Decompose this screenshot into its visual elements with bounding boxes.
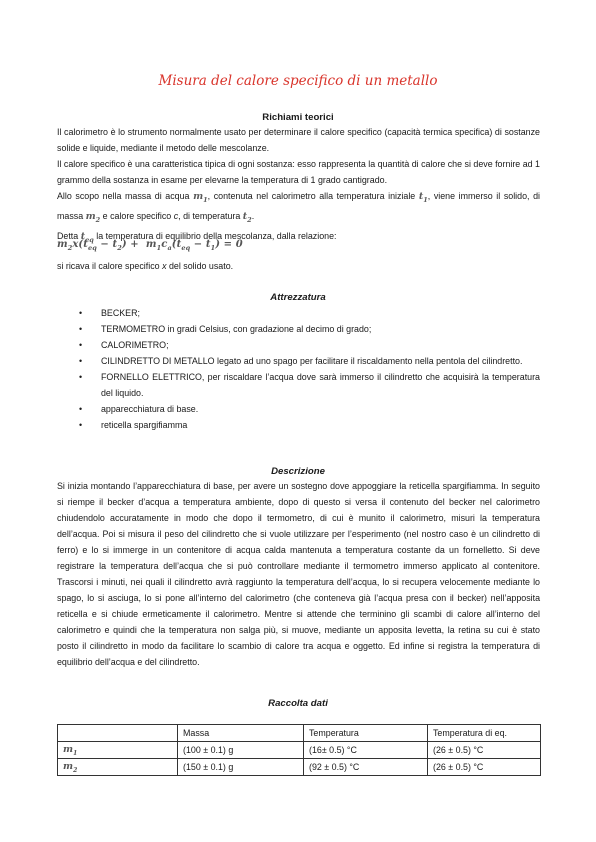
list-item: • CALORIMETRO; <box>57 337 540 353</box>
cell-temperatura-eq: (26 ± 0.5) °C <box>428 759 541 776</box>
bullet-icon: • <box>79 324 83 334</box>
cell-massa: (150 ± 0.1) g <box>178 759 304 776</box>
column-header-temperatura-eq: Temperatura di eq. <box>428 725 541 742</box>
symbol-m2: $m_2$ <box>63 760 78 774</box>
table-row <box>58 742 541 759</box>
theory-heading: Richiami teorici <box>262 112 334 123</box>
bullet-icon: • <box>79 340 83 350</box>
cell-massa: (100 ± 0.1) g <box>178 742 304 759</box>
list-item: • reticella spargifiamma <box>57 417 540 433</box>
cell-temperatura: (92 ± 0.5) °C <box>304 759 428 776</box>
symbol-m1: $m_1$ <box>193 191 208 204</box>
theory-paragraph-1: Il calorimetro è lo strumento normalmente usato per determinare il calore specifico (capacità termica specifica) di sostanze solide e liquide, mediante il metodo delle mescolanze. <box>57 127 540 153</box>
document-title: Misura del calore specifico di un metallo <box>158 73 438 89</box>
theory-section <box>57 124 540 248</box>
symbol-m1: $m_1$ <box>63 743 78 757</box>
bullet-icon: • <box>79 372 83 382</box>
theory-paragraph-5: si ricava il calore specifico x del solido usato. <box>57 261 234 271</box>
symbol-teq: $t_{eq}$ <box>80 230 94 244</box>
table-row <box>58 759 541 776</box>
data-table <box>57 724 541 776</box>
symbol-t2: $t_2$ <box>242 210 252 224</box>
column-header-temperatura: Temperatura <box>304 725 428 742</box>
list-item: • BECKER; <box>57 305 540 321</box>
table-header-row <box>58 725 541 742</box>
bullet-icon: • <box>79 420 83 430</box>
column-header-massa: Massa <box>178 725 304 742</box>
cell-temperatura-eq: (26 ± 0.5) °C <box>428 742 541 759</box>
theory-paragraph-2: Il calore specifico è una caratteristica tipica di ogni sostanza: esso rappresenta la quantità di calore che si deve fornire ad 1 grammo della sostanza in esame per elevarne la temperatura di 1 grado cantigrado. <box>57 159 540 185</box>
data-heading: Raccolta dati <box>268 698 328 709</box>
heat-equation: $m_2x(t_{eq} - t_2) + m_1c_a(t_{eq} - t_1) = 0$ <box>57 239 243 252</box>
description-text: Si inizia montando l’apparecchiatura di base, per avere un sostegno dove appoggiare la reticella spargifiamma. In seguito si riempe il becker d’acqua a temperatura ambiente, dopo di questo si versa il contenuto del becker nel calorimetro chiudendolo accuratamente in modo che dopo il termometro, di cui è munito il calorimetro, misuri la temperatura dell’acqua. Poi si misura il peso del cilindretto che si vuole utilizzare per l’esperimento (nel nostro caso è un cilindretto di ferro) e lo si immerge in un contenitore di acqua calda mantenuta a temperatura costante da un fornelletto. Si deve registrare la temperatura dell’acqua che si può controllare mediante il termometro immerso applicato al contenitore. Trascorsi i minuti, nei quali il cilindretto avrà raggiunto la temperatura dell’acqua, lo si recupera velocemente mediante lo spago, lo si asciuga, lo si pone all’interno del calorimetro (che conteneva già l’acqua presa con il becker) nell’apposita reticella e si chiude ermeticamente il calorimetro. Mentre si attende che terminino gli scambi di calore all’interno del calorimetro e quindi che la temperatura non salga più, si muove, mediante un apposita levetta, la retina su cui è stato posto il cilindretto in modo da facilitare lo scambio di calore tra acqua e oggetto. Ed infine si registra la temperatura di equilibrio dell’acqua e del cilindretto. <box>57 481 540 667</box>
bullet-icon: • <box>79 404 83 414</box>
list-item: • TERMOMETRO in gradi Celsius, con gradazione al decimo di grado; <box>57 321 540 337</box>
description-heading: Descrizione <box>271 466 325 477</box>
equipment-heading: Attrezzatura <box>270 292 326 303</box>
list-item: • CILINDRETTO DI METALLO legato ad uno spago per facilitare il riscaldamento nella pentola del cilindretto. <box>57 353 540 369</box>
symbol-m2: $m_2$ <box>85 210 101 224</box>
theory-paragraph-4: Detta $t_{eq}$ la temperatura di equilibrio della mescolanza, dalla relazione: <box>57 230 337 244</box>
cell-temperatura: (16± 0.5) °C <box>304 742 428 759</box>
bullet-icon: • <box>79 308 83 318</box>
list-item: • FORNELLO ELETTRICO, per riscaldare l’acqua dove sarà immerso il cilindretto che acquisirà la temperatura del liquido. <box>57 369 540 401</box>
equipment-list <box>57 305 540 433</box>
symbol-t1: $t_1$ <box>418 191 428 204</box>
theory-paragraph-3: Allo scopo nella massa di acqua $m_1$, contenuta nel calorimetro alla temperatura iniziale $t_1$, viene immerso il solido, di massa $m_2$ e calore specifico c, di temperatura $t_2$. <box>57 191 540 224</box>
bullet-icon: • <box>79 356 83 366</box>
list-item: • apparecchiatura di base. <box>57 401 540 417</box>
